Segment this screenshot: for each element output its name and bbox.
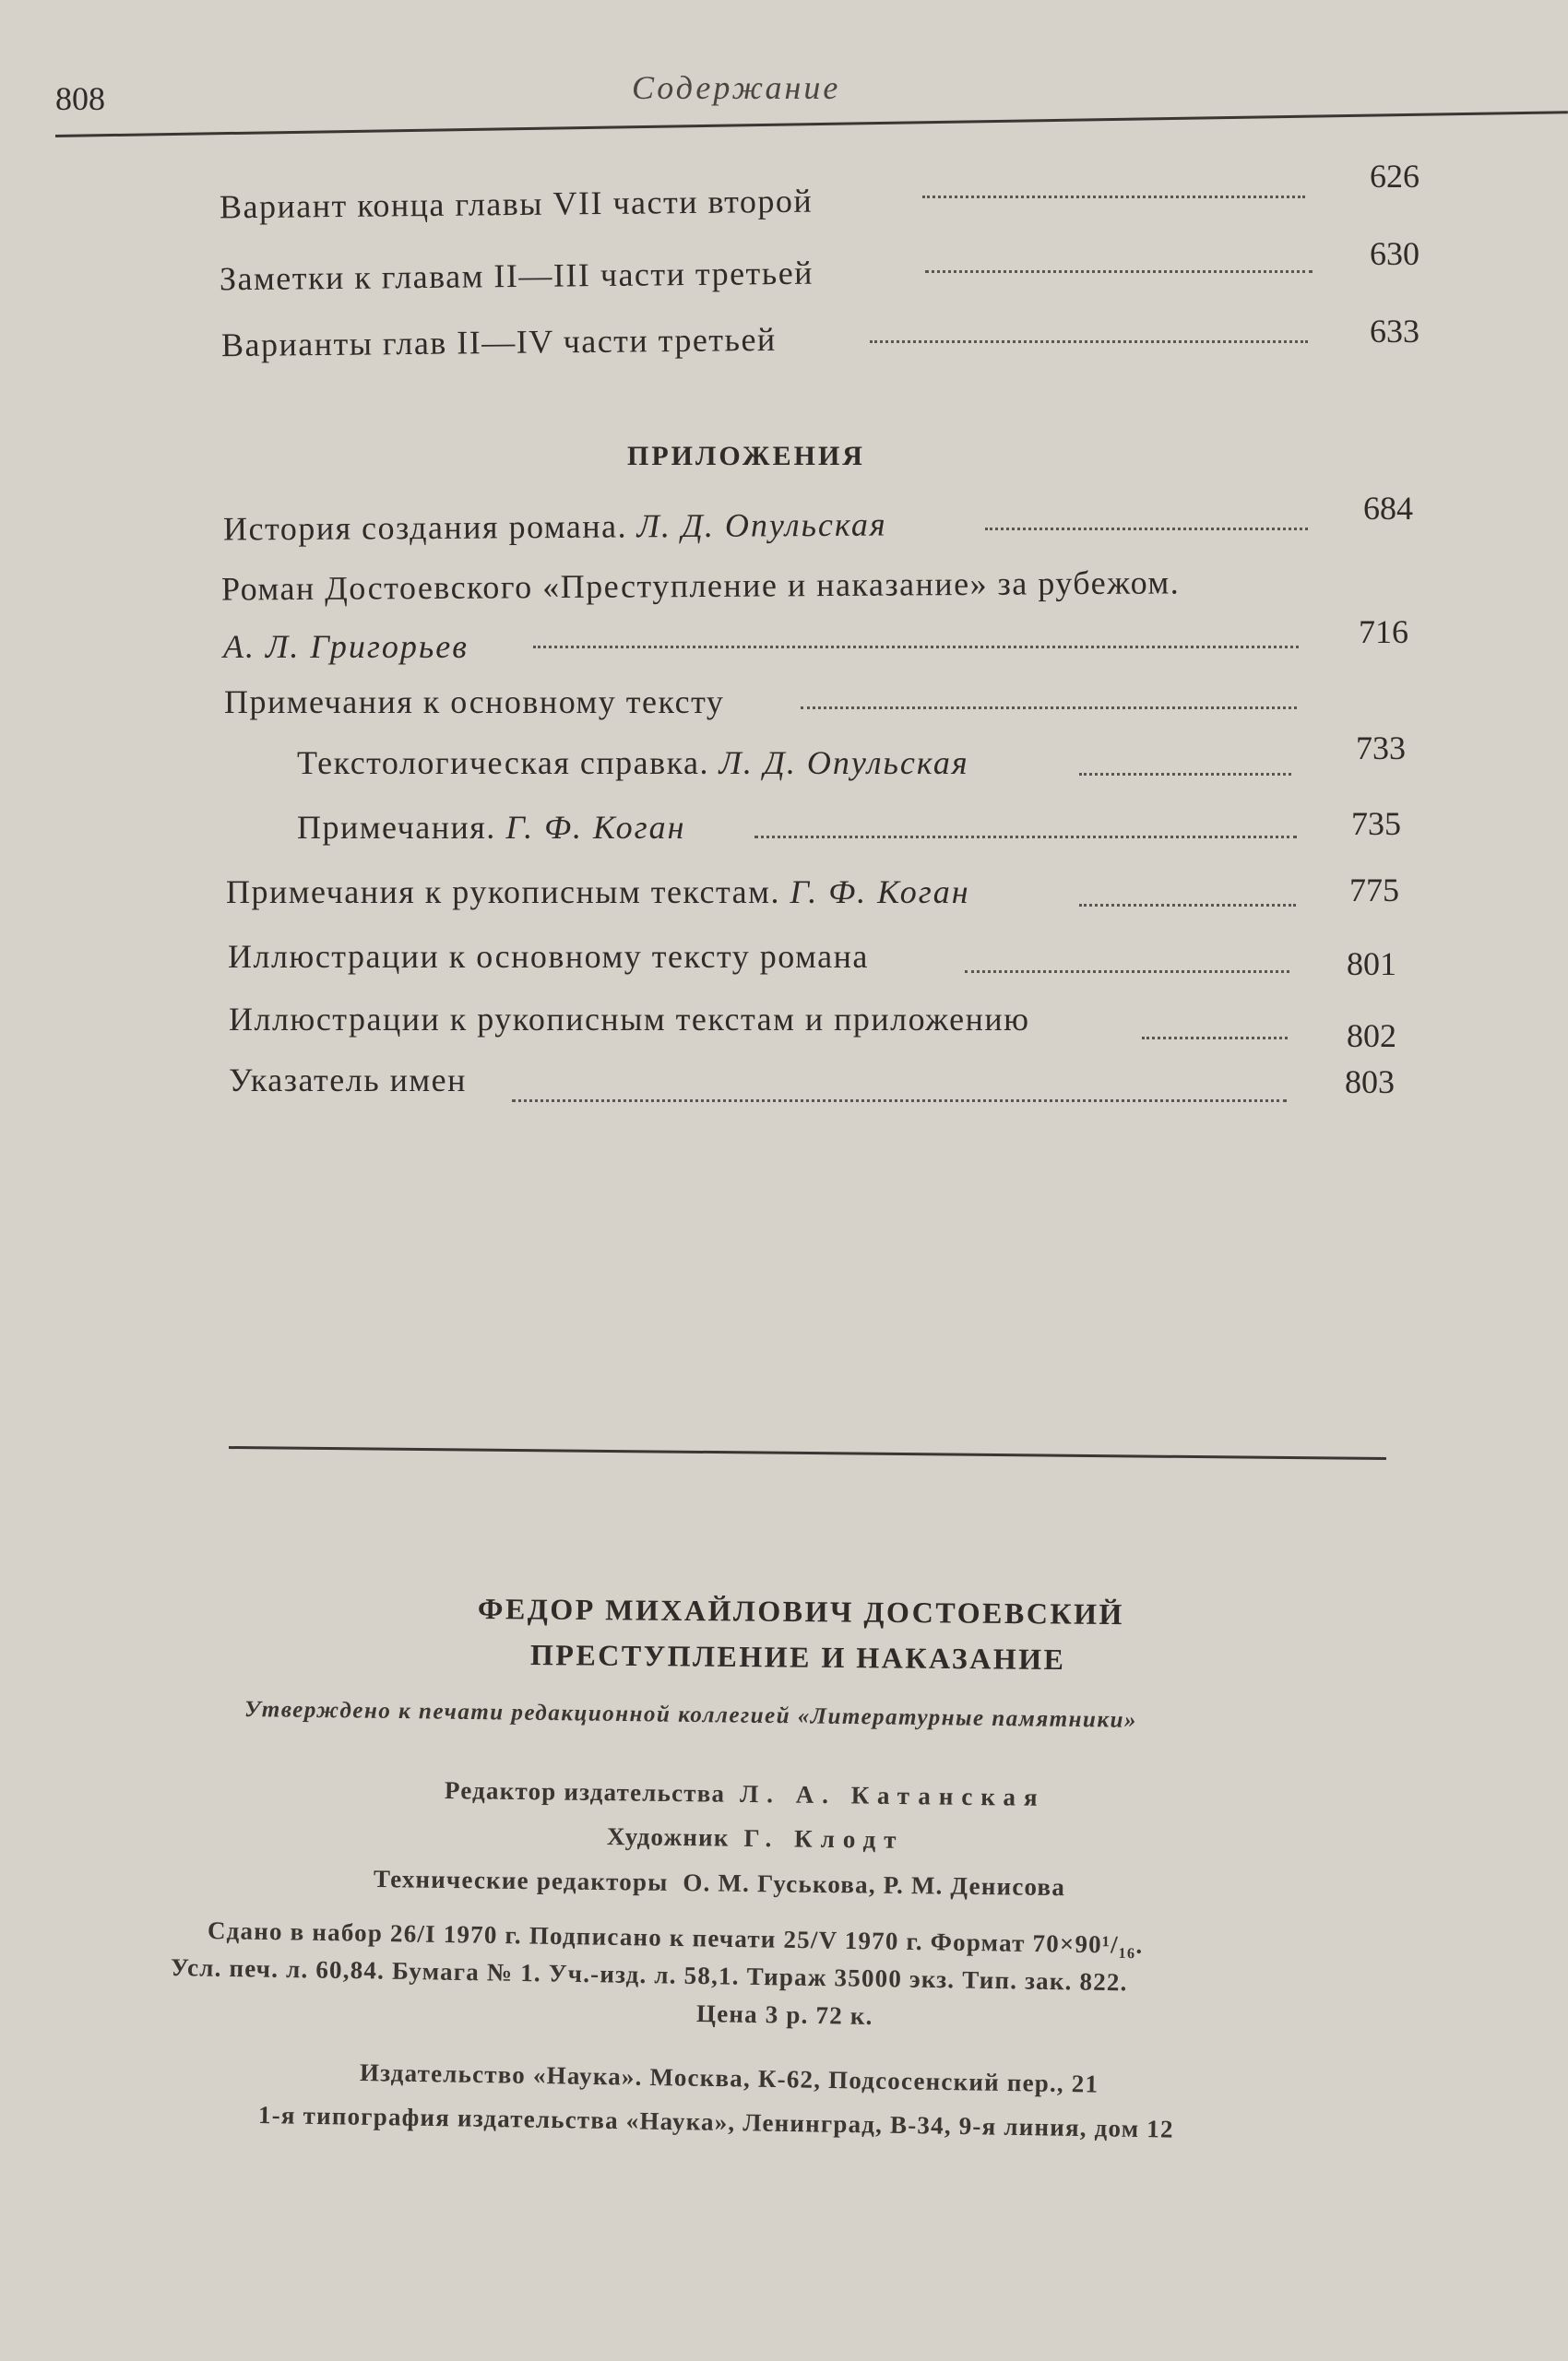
toc-entry-text: Примечания к основному тексту [224,683,725,720]
tech-editors-names: О. М. Гуськова, Р. М. Денисова [683,1869,1066,1902]
dot-leader [533,646,1299,648]
toc-entry-author: Л. Д. Опульская [719,744,969,781]
dot-leader [1142,1037,1288,1039]
toc-page-number: 775 [1349,872,1399,908]
toc-entry-author: Г. Ф. Коган [790,873,970,910]
toc-entry-text: Иллюстрации к основному тексту романа [228,938,869,975]
toc-page-number: 684 [1363,490,1413,527]
header-rule [55,111,1568,137]
editor-name: Л. А. Катанская [739,1779,1046,1811]
toc-entry [228,937,869,976]
appendix-heading: ПРИЛОЖЕНИЯ [627,441,865,471]
toc-entry-text: Текстологическая справка. [297,744,710,781]
toc-page-number: 626 [1370,158,1420,195]
artist-label: Художник [606,1822,730,1852]
dot-leader [985,528,1308,530]
toc-entry-text: История создания романа. [222,507,628,548]
toc-entry [223,504,887,548]
dot-leader [754,836,1297,838]
artist-name: Г. Клодт [743,1823,905,1854]
imprint-artist [607,1822,905,1855]
editor-label: Редактор издательства [444,1776,726,1808]
toc-page-number: 733 [1356,730,1406,766]
toc-entry [224,682,724,721]
toc-entry-text: Вариант конца главы VII части второй [219,182,814,226]
toc-page-number: 801 [1347,945,1396,982]
imprint-approval: Утверждено к печати редакционной коллегией «Литературные памятники» [244,1697,1138,1733]
toc-entry-text: Примечания. [297,809,496,846]
toc-page-number: 630 [1370,235,1420,272]
toc-subentry [297,743,969,782]
dot-leader [925,270,1313,273]
dot-leader [512,1099,1287,1102]
toc-entry-text: Варианты глав II—IV части третьей [220,320,777,364]
imprint-book-title: ПРЕСТУПЛЕНИЕ И НАКАЗАНИЕ [529,1638,1066,1677]
toc-entry-author: А. Л. Григорьев [223,628,469,665]
section-title: Содержание [632,69,841,106]
dot-leader [870,340,1308,343]
toc-entry [221,320,777,364]
toc-entry [220,182,814,227]
imprint-publisher: Издательство «Наука». Москва, К-62, Подсосенский пер., 21 [359,2058,1099,2098]
toc-entry-text: Иллюстрации к рукописным текстам и приложению [229,1001,1030,1038]
tech-editors-label: Технические редакторы [373,1865,669,1896]
toc-page-number: 633 [1370,313,1420,350]
toc-entry-text: Заметки к главам II—III части третьей [219,254,814,298]
toc-subentry [297,808,685,847]
toc-entry [220,254,814,299]
page-number: 808 [55,80,105,117]
toc-entry-author: Л. Д. Опульская [636,505,887,545]
imprint-editor [445,1776,1046,1812]
imprint-tech-editors [374,1865,1065,1902]
toc-entry-text: Примечания к рукописным текстам. [226,873,780,910]
toc-page-number: 735 [1351,805,1401,842]
toc-entry [229,1061,467,1099]
dot-leader [1079,904,1296,907]
toc-entry-continuation [223,627,469,666]
imprint-rule [229,1446,1386,1460]
toc-page-number: 716 [1359,613,1408,650]
running-head [55,66,1568,140]
imprint-printer: 1-я типография издательства «Наука», Ленинград, В-34, 9-я линия, дом 12 [257,2101,1174,2143]
toc-entry-text: Роман Достоевского «Преступление и наказание» за рубежом. [220,564,1181,608]
imprint-price: Цена 3 р. 72 к. [695,1999,873,2031]
dot-leader [965,970,1289,973]
toc-entry [221,563,1181,608]
dot-leader [1079,773,1291,776]
dot-leader [922,196,1305,198]
imprint-author: ФЕДОР МИХАЙЛОВИЧ ДОСТОЕВСКИЙ [477,1592,1125,1631]
toc-entry-author: Г. Ф. Коган [505,809,686,846]
imprint-print-data-2: Усл. печ. л. 60,84. Бумага № 1. Уч.-изд. л. 58,1. Тираж 35000 экз. Тип. зак. 822. [170,1953,1128,1997]
dot-leader [801,706,1297,709]
toc-entry [229,1000,1030,1038]
toc-entry [226,872,970,911]
toc-page-number: 803 [1345,1063,1395,1100]
toc-entry-text: Указатель имен [229,1062,467,1098]
imprint-print-data: Сдано в набор 26/I 1970 г. Подписано к печати 25/V 1970 г. Формат 70×90¹/₁₆. [207,1916,1144,1959]
toc-page-number: 802 [1347,1017,1396,1054]
